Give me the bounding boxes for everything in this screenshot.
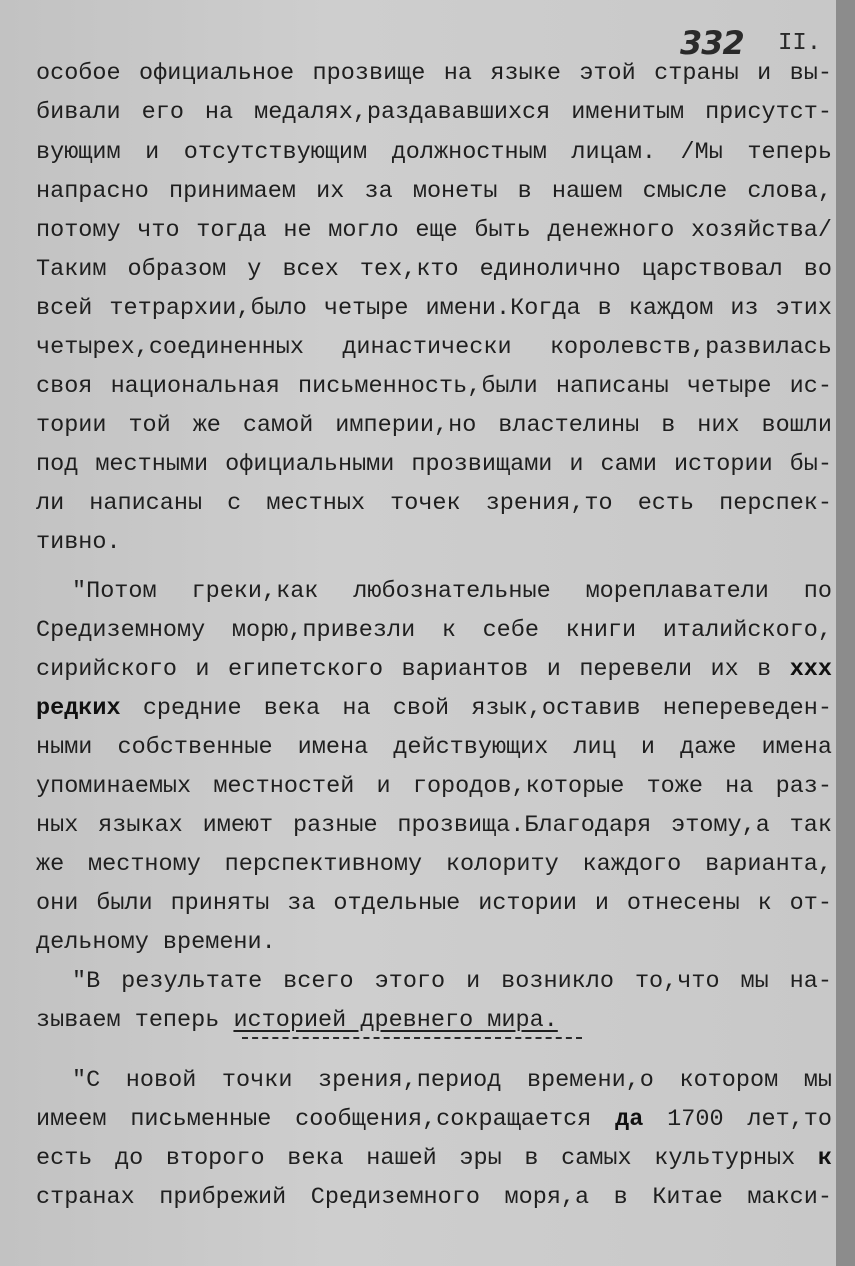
text-line bbox=[36, 1106, 832, 1134]
overtyped-word: редких bbox=[36, 695, 121, 722]
text-line: дельному времени. bbox=[36, 929, 276, 956]
text-line: они были приняты за отдельные истории и отнесены к от- bbox=[36, 890, 832, 917]
text-line: упоминаемых местностей и городов,которые тоже на раз- bbox=[36, 773, 832, 800]
text-line: ли написаны с местных точек зрения,то есть перспек- bbox=[36, 490, 832, 517]
section-divider bbox=[242, 1037, 582, 1039]
text-line: Таким образом у всех тех,кто единолично царствовал во bbox=[36, 256, 832, 283]
folio-roman-numeral: II. bbox=[778, 30, 822, 57]
text-segment: 1700 лет,то bbox=[643, 1106, 832, 1133]
text-line: ных языках имеют разные прозвища.Благодаря этому,а так bbox=[36, 812, 832, 839]
text-line: тивно. bbox=[36, 529, 121, 556]
overtyped-word: ххх bbox=[789, 656, 832, 683]
text-line: же местному перспективному колориту каждого варианта, bbox=[36, 851, 832, 878]
text-line bbox=[36, 1145, 832, 1173]
text-segment: имеем письменные сообщения,сокращается bbox=[36, 1106, 616, 1133]
text-line bbox=[36, 695, 832, 723]
text-line: ными собственные имена действующих лиц и даже имена bbox=[36, 734, 832, 761]
text-line: всей тетрархии,было четыре имени.Когда в каждом из этих bbox=[36, 295, 832, 322]
text-line: Средиземному морю,привезли к себе книги италийского, bbox=[36, 617, 832, 644]
text-segment: средние века на свой язык,оставив непереведен- bbox=[142, 695, 832, 722]
text-line: под местными официальными прозвищами и сами истории бы- bbox=[36, 451, 832, 478]
text-line: потому что тогда не могло еще быть денежного хозяйства/ bbox=[36, 217, 832, 244]
text-line: своя национальная письменность,были написаны четыре ис- bbox=[36, 373, 832, 400]
text-line: "С новой точки зрения,период времени,о котором мы bbox=[72, 1067, 832, 1094]
overtyped-letter: к bbox=[817, 1145, 832, 1172]
text-line bbox=[36, 656, 832, 684]
text-line: вующим и отсутствующим должностным лицам. /Мы теперь bbox=[36, 139, 832, 166]
page-edge-shadow bbox=[836, 0, 855, 1266]
text-segment: зываем теперь bbox=[36, 1007, 234, 1034]
text-line: четырех,соединенных династически королевств,развилась bbox=[36, 334, 832, 361]
text-segment: сирийского и египетского вариантов и перевели их в bbox=[36, 656, 772, 683]
text-segment: есть до второго века нашей эры в самых культурных bbox=[36, 1145, 818, 1172]
text-line: особое официальное прозвище на языке этой страны и вы- bbox=[36, 60, 832, 87]
text-line: странах прибрежий Средиземного моря,а в Китае макси- bbox=[36, 1184, 832, 1211]
folio-number: 332 bbox=[680, 24, 744, 62]
text-line: бивали его на медалях,раздававшихся именитым присутст- bbox=[36, 99, 832, 126]
underlined-phrase: историей древнего мира. bbox=[233, 1007, 558, 1034]
text-line: тории той же самой империи,но властелины в них вошли bbox=[36, 412, 832, 439]
text-line: "В результате всего этого и возникло то,что мы на- bbox=[72, 968, 832, 995]
text-line: напрасно принимаем их за монеты в нашем смысле слова, bbox=[36, 178, 832, 205]
text-line: "Потом греки,как любознательные мореплаватели по bbox=[72, 578, 832, 605]
text-line bbox=[36, 1007, 832, 1035]
overtyped-word: да bbox=[615, 1106, 644, 1133]
